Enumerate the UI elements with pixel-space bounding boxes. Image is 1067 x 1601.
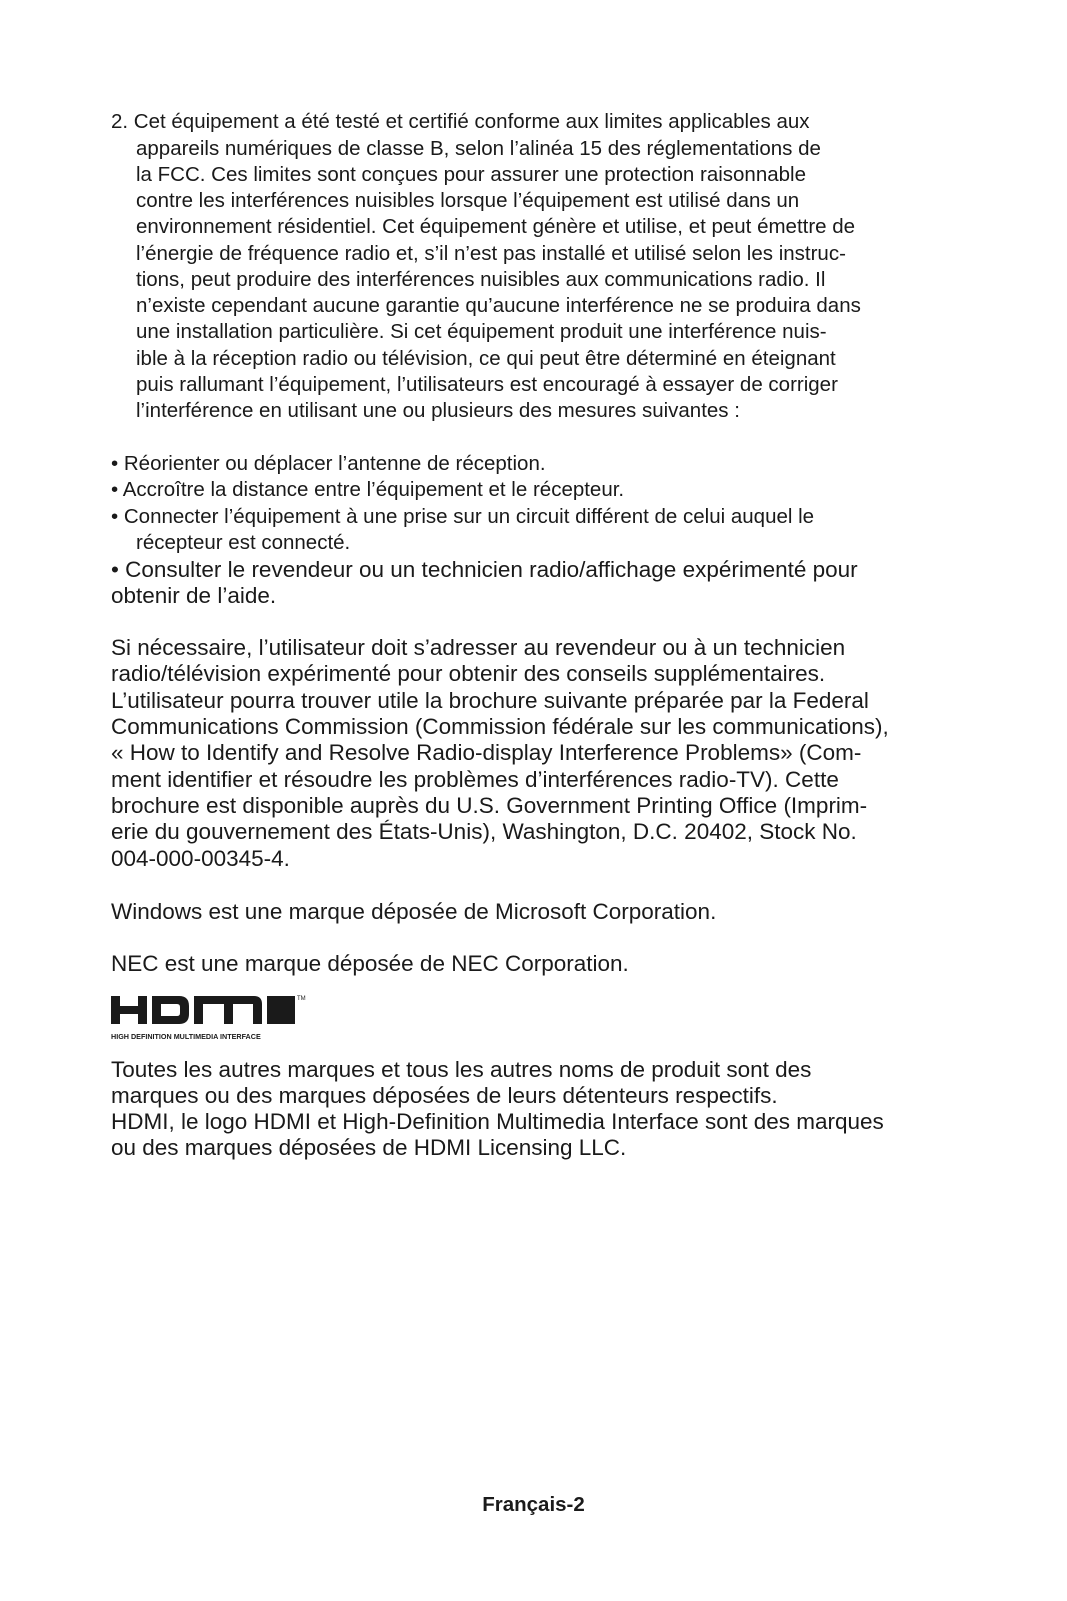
advice-line: ment identifier et résoudre les problèmes d’interférences radio-TV). Cette [111, 767, 839, 792]
fcc-line: l’interférence en utilisant une ou plusieurs des mesures suivantes : [136, 399, 740, 422]
fcc-line: tions, peut produire des interférences nuisibles aux communications radio. Il [136, 268, 826, 291]
hdmi-logo [111, 992, 311, 1042]
trademark-line: HDMI, le logo HDMI et High-Definition Multimedia Interface sont des marques [111, 1109, 884, 1134]
windows-trademark: Windows est une marque déposée de Microsoft Corporation. [111, 899, 717, 924]
list-item-continuation: obtenir de l’aide. [111, 583, 277, 608]
fcc-line: une installation particulière. Si cet équipement produit une interférence nuis- [136, 320, 827, 343]
fcc-line: 2. Cet équipement a été testé et certifié conforme aux limites applicables aux [111, 110, 810, 133]
trademark-line: marques ou des marques déposées de leurs détenteurs respectifs. [111, 1083, 778, 1108]
fcc-line: contre les interférences nuisibles lorsque l’équipement est utilisé dans un [136, 189, 800, 212]
advice-line: Communications Commission (Commission fédérale sur les communications), [111, 714, 889, 739]
hdmi-tm: TM [297, 996, 306, 1002]
fcc-line: n’existe cependant aucune garantie qu’aucune interférence ne se produira dans [136, 294, 861, 317]
fcc-line: ible à la réception radio ou télévision, ce qui peut être déterminé en éteignant [136, 347, 836, 370]
fcc-line: environnement résidentiel. Cet équipement génère et utilise, et peut émettre de [136, 215, 856, 238]
list-item-continuation: récepteur est connecté. [136, 531, 351, 554]
trademark-line: Toutes les autres marques et tous les autres noms de produit sont des [111, 1057, 812, 1082]
list-item: • Réorienter ou déplacer l’antenne de réception. [111, 452, 546, 475]
advice-line: « How to Identify and Resolve Radio-display Interference Problems» (Com- [111, 740, 862, 765]
fcc-line: puis rallumant l’équipement, l’utilisateurs est encouragé à essayer de corriger [136, 373, 838, 396]
fcc-line: appareils numériques de classe B, selon l’alinéa 15 des réglementations de [136, 137, 821, 160]
page-footer: Français-2 [482, 1493, 585, 1516]
hdmi-tagline: HIGH DEFINITION MULTIMEDIA INTERFACE [111, 1032, 261, 1041]
advice-line: 004-000-00345-4. [111, 846, 290, 871]
advice-line: brochure est disponible auprès du U.S. Government Printing Office (Imprim- [111, 793, 868, 818]
trademark-line: ou des marques déposées de HDMI Licensing LLC. [111, 1135, 627, 1160]
advice-line: L’utilisateur pourra trouver utile la brochure suivante préparée par la Federal [111, 688, 869, 713]
list-item: • Accroître la distance entre l’équipement et le récepteur. [111, 478, 625, 501]
fcc-line: l’énergie de fréquence radio et, s’il n’est pas installé et utilisé selon les instruc- [136, 242, 846, 265]
advice-line: erie du gouvernement des États-Unis), Washington, D.C. 20402, Stock No. [111, 819, 857, 844]
list-item: • Connecter l’équipement à une prise sur un circuit différent de celui auquel le [111, 505, 815, 528]
nec-trademark: NEC est une marque déposée de NEC Corporation. [111, 951, 629, 976]
advice-line: Si nécessaire, l’utilisateur doit s’adresser au revendeur ou à un technicien [111, 635, 846, 660]
fcc-line: la FCC. Ces limites sont conçues pour assurer une protection raisonnable [136, 163, 806, 186]
advice-line: radio/télévision expérimenté pour obtenir des conseils supplémentaires. [111, 661, 826, 686]
list-item: • Consulter le revendeur ou un technicien radio/affichage expérimenté pour [111, 557, 858, 582]
